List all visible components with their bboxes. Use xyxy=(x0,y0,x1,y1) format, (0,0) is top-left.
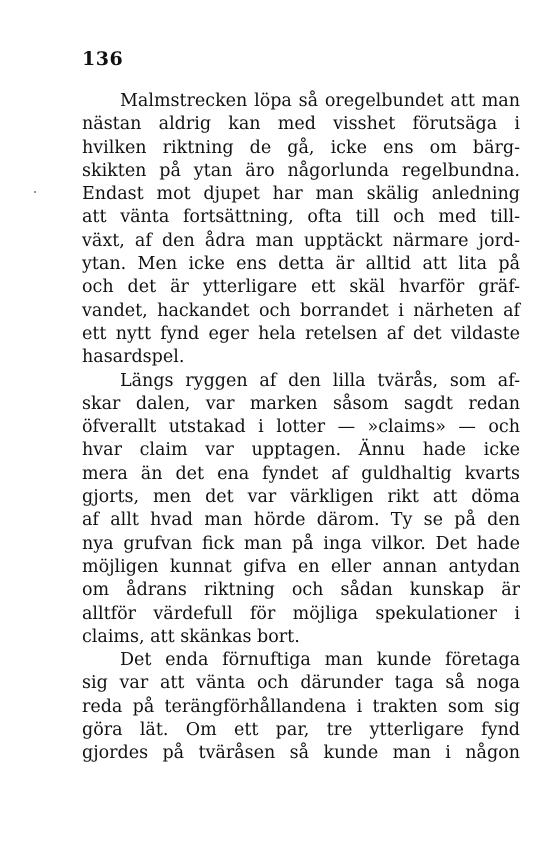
text-line: Malmstrecken löpa så oregelbundet att man xyxy=(120,91,520,111)
text-line: nästan aldrig kan med visshet förutsäga i xyxy=(82,114,520,135)
text-line: att vänta fortsättning, ofta till och med till- xyxy=(82,207,520,228)
text-line: hasardspel. xyxy=(82,347,185,368)
text-line: gjorts, men det var värkligen rikt att döma xyxy=(82,487,520,508)
text-line: Det enda förnuftiga man kunde företaga xyxy=(120,650,520,671)
text-line: alltför värdefull för möjliga spekulationer i xyxy=(82,603,520,624)
text-line: ytan. Men icke ens detta är alltid att lita på xyxy=(82,254,520,275)
text-line: göra lät. Om ett par, tre ytterligare fynd xyxy=(82,720,520,741)
text-line: reda på terängförhållandena i trakten som sig xyxy=(82,696,520,717)
text-line: Endast mot djupet har man skälig anledning xyxy=(82,184,520,205)
margin-speck xyxy=(34,191,36,193)
text-line: möjligen kunnat gifva en eller annan antydan xyxy=(82,556,520,577)
text-line: skar dalen, var marken såsom sagdt redan xyxy=(82,393,520,414)
text-line: mera än det ena fyndet af guldhaltig kvarts xyxy=(82,463,520,484)
text-line: gjordes på tväråsen så kunde man i någon xyxy=(82,743,520,764)
text-line: af allt hvad man hörde därom. Ty se på den xyxy=(82,510,520,531)
text-line: sig var att vänta och därunder taga så noga xyxy=(82,673,520,694)
text-line: claims, att skänkas bort. xyxy=(82,626,300,647)
text-line: växt, af den ådra man upptäckt närmare jord- xyxy=(82,230,520,251)
page-number: 136 xyxy=(82,48,124,70)
text-line: om ådrans riktning och sådan kunskap är xyxy=(82,580,520,601)
text-line: hvar claim var upptagen. Ännu hade icke xyxy=(82,440,520,461)
text-line: och det är ytterligare ett skäl hvarför gräf- xyxy=(82,277,520,298)
text-line: ett nytt fynd eger hela retelsen af det vildaste xyxy=(82,323,520,344)
body-text xyxy=(82,90,520,766)
text-line: vandet, hackandet och borrandet i närheten af xyxy=(82,300,520,321)
text-line: öfverallt utstakad i lotter — »claims» — och xyxy=(82,417,520,438)
text-line: hvilken riktning de gå, icke ens om bärg- xyxy=(82,137,520,158)
text-line: Längs ryggen af den lilla tvärås, som af- xyxy=(120,370,520,391)
text-line: skikten på ytan äro någorlunda regelbundna. xyxy=(82,160,520,181)
text-line: nya grufvan fick man på inga vilkor. Det hade xyxy=(82,533,520,554)
